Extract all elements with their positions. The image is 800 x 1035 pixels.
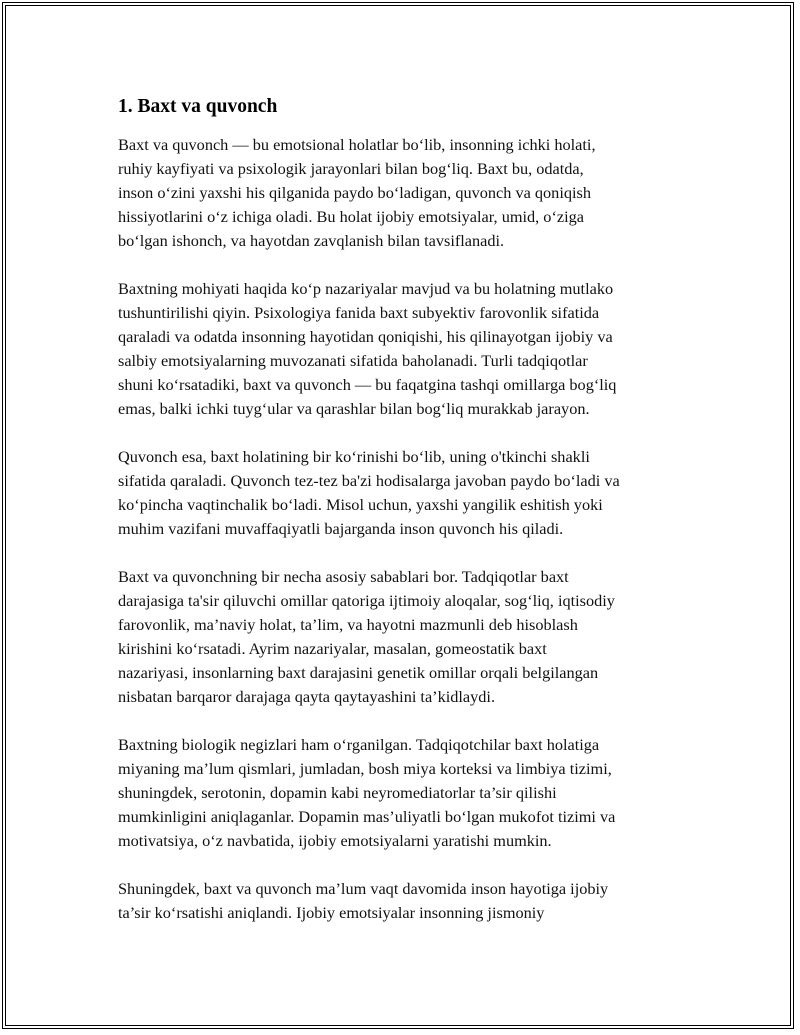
paragraph	[118, 877, 688, 925]
text-line: Baxt va quvonchning bir necha asosiy sabablari bor. Tadqiqotlar baxt	[118, 567, 569, 586]
text-line: tushuntirilishi qiyin. Psixologiya fanida baxt subyektiv farovonlik sifatida	[118, 303, 600, 322]
text-line: inson o‘zini yaxshi his qilganida paydo bo‘ladigan, quvonch va qoniqish	[118, 183, 591, 202]
text-line: shuningdek, serotonin, dopamin kabi neyromediatorlar ta’sir qilishi	[118, 783, 557, 802]
paragraph	[118, 565, 688, 709]
text-line: Baxtning biologik negizlari ham o‘rganilgan. Tadqiqotchilar baxt holatiga	[118, 735, 600, 754]
text-line: emas, balki ichki tuyg‘ular va qarashlar bilan bog‘liq murakkab jarayon.	[118, 399, 590, 418]
document-body	[118, 95, 688, 949]
text-line: ta’sir ko‘rsatishi aniqlandi. Ijobiy emotsiyalar insonning jismoniy	[118, 903, 545, 922]
text-line: salbiy emotsiyalarning muvozanati sifatida baholanadi. Turli tadqiqotlar	[118, 351, 588, 370]
text-line: bo‘lgan ishonch, va hayotdan zavqlanish bilan tavsiflanadi.	[118, 231, 505, 250]
text-line: hissiyotlarini o‘z ichiga oladi. Bu holat ijobiy emotsiyalar, umid, o‘ziga	[118, 207, 584, 226]
text-line: miyaning ma’lum qismlari, jumladan, bosh miya korteksi va limbiya tizimi,	[118, 759, 612, 778]
paragraph	[118, 277, 688, 421]
text-line: nazariyasi, insonlarning baxt darajasini genetik omillar orqali belgilangan	[118, 663, 599, 682]
paragraph	[118, 733, 688, 853]
text-line: nisbatan barqaror darajaga qayta qaytayashini ta’kidlaydi.	[118, 687, 496, 706]
text-line: motivatsiya, o‘z navbatida, ijobiy emotsiyalarni yaratishi mumkin.	[118, 831, 552, 850]
section-title: 1. Baxt va quvonch	[118, 96, 278, 117]
text-line: kirishini ko‘rsatadi. Ayrim nazariyalar, masalan, gomeostatik baxt	[118, 639, 547, 658]
paragraph	[118, 133, 688, 253]
text-line: sifatida qaraladi. Quvonch tez-tez ba'zi hodisalarga javoban paydo bo‘ladi va	[118, 471, 620, 490]
text-line: ruhiy kayfiyati va psixologik jarayonlari bilan bog‘liq. Baxt bu, odatda,	[118, 159, 584, 178]
text-line: mumkinligini aniqlaganlar. Dopamin mas’uliyatli bo‘lgan mukofot tizimi va	[118, 807, 616, 826]
text-line: shuni ko‘rsatadiki, baxt va quvonch — bu faqatgina tashqi omillarga bog‘liq	[118, 375, 617, 394]
text-line: darajasiga ta'sir qiluvchi omillar qatoriga ijtimoiy aloqalar, sog‘liq, iqtisodiy	[118, 591, 615, 610]
text-line: ko‘pincha vaqtinchalik bo‘ladi. Misol uchun, yaxshi yangilik eshitish yoki	[118, 495, 603, 514]
text-line: Baxt va quvonch — bu emotsional holatlar bo‘lib, insonning ichki holati,	[118, 135, 596, 154]
paragraph	[118, 445, 688, 541]
text-line: Shuningdek, baxt va quvonch ma’lum vaqt davomida inson hayotiga ijobiy	[118, 879, 609, 898]
text-line: qaraladi va odatda insonning hayotidan qoniqishi, his qilinayotgan ijobiy va	[118, 327, 613, 346]
text-line: farovonlik, ma’naviy holat, ta’lim, va hayotni mazmunli deb hisoblash	[118, 615, 578, 634]
text-line: muhim vazifani muvaffaqiyatli bajarganda inson quvonch his qiladi.	[118, 519, 564, 538]
text-line: Quvonch esa, baxt holatining bir ko‘rinishi bo‘lib, uning o'tkinchi shakli	[118, 447, 590, 466]
text-line: Baxtning mohiyati haqida ko‘p nazariyalar mavjud va bu holatning mutlako	[118, 279, 614, 298]
